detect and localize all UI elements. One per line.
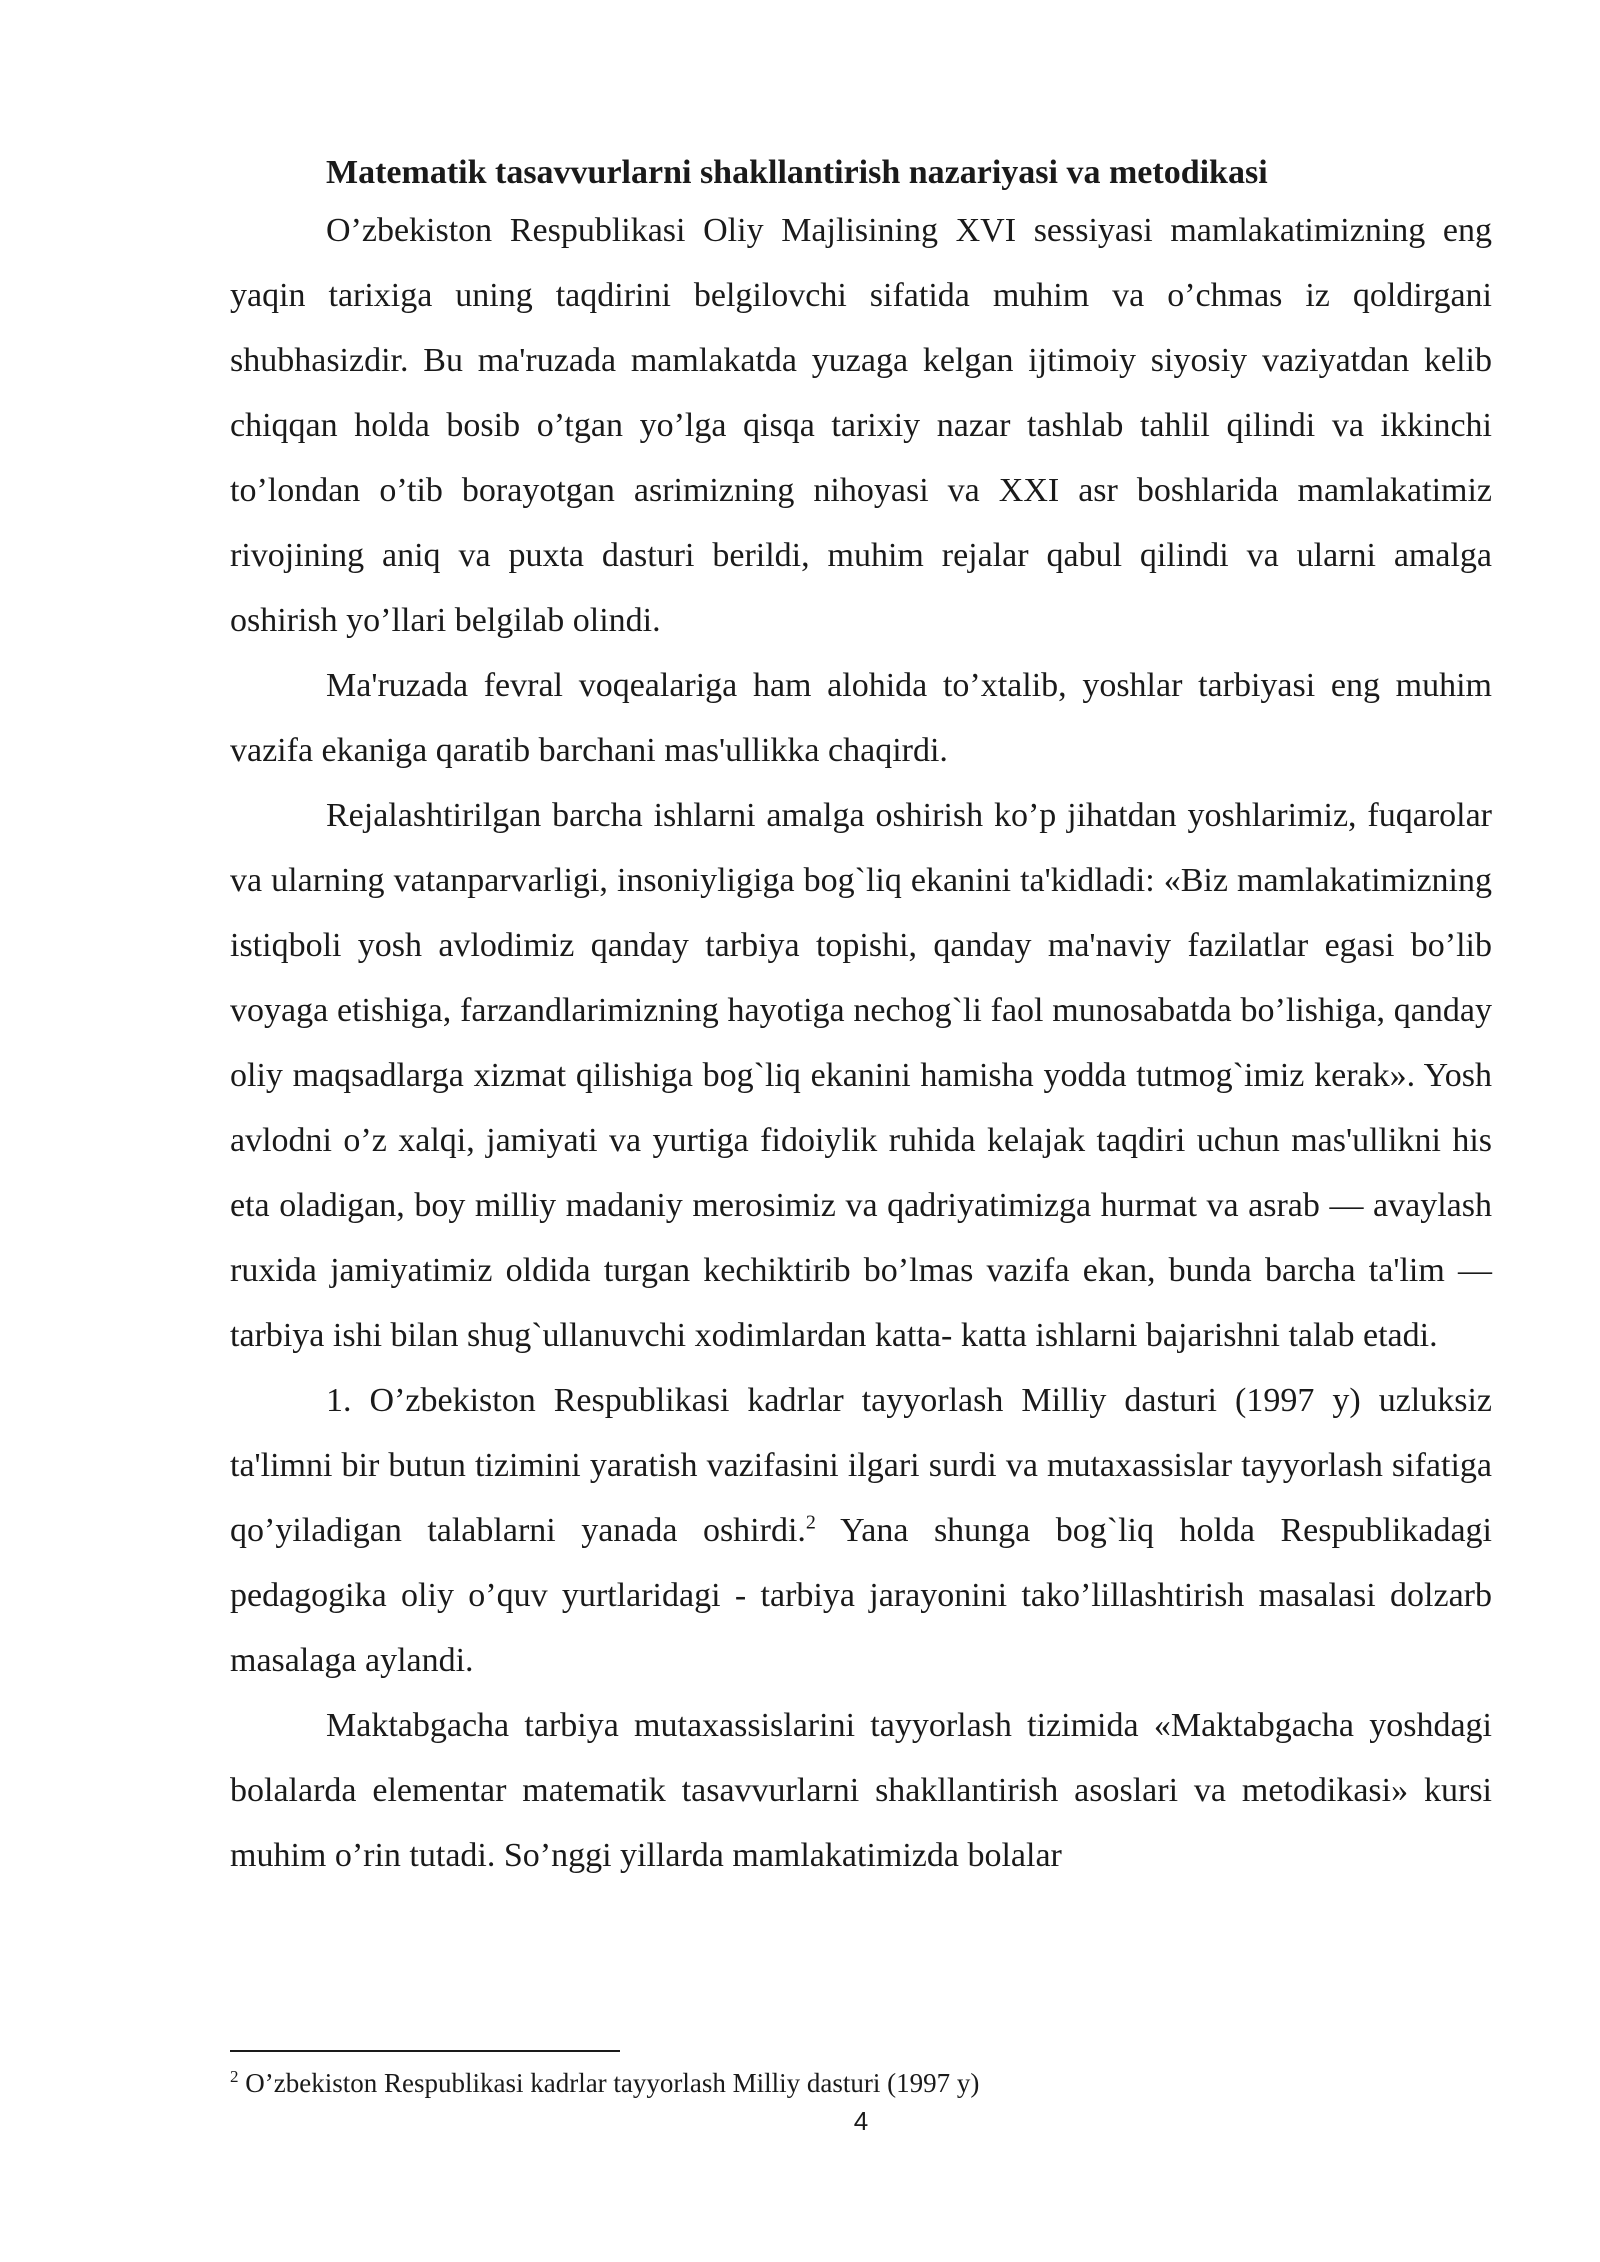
paragraph-4 bbox=[230, 1368, 1492, 1693]
footnote bbox=[230, 2066, 1492, 2100]
paragraph-4-text-end: Yana shunga bog`liq holda Respublikadagi pedagogika oliy o’quv yurtlaridagi - tarbiya jarayonini tako’lillashtirish masalasi dolzarb masalaga aylandi. bbox=[230, 1512, 1492, 1679]
paragraph-1: O’zbekiston Respublikasi Oliy Majlisining XVI sessiyasi mamlakatimizning eng yaqin tarixiga uning taqdirini belgilovchi sifatida muhim va o’chmas iz qoldirgani shubhasizdir. Bu ma'ruzada mamlakatda yuzaga kelgan ijtimoiy siyosiy vaziyatdan kelib chiqqan holda bosib o’tgan yo’lga qisqa tarixiy nazar tashlab tahlil qilindi va ikkinchi to’londan o’tib borayotgan asrimizning nihoyasi va XXI asr boshlarida mamlakatimiz rivojining aniq va puxta dasturi berildi, muhim rejalar qabul qilindi va ularni amalga oshirish yo’llari belgilab olindi. bbox=[230, 212, 1492, 639]
paragraph-5: Maktabgacha tarbiya mutaxassislarini tayyorlash tizimida «Maktabgacha yoshdagi bolalarda elementar matematik tasavvurlarni shakllantirish asoslari va metodikasi» kursi muhim o’rin tutadi. So’nggi yillarda mamlakatimizda bolalar bbox=[230, 1707, 1492, 1874]
footnote-text: O’zbekiston Respublikasi kadrlar tayyorlash Milliy dasturi (1997 y) bbox=[238, 2068, 980, 2098]
paragraph-3: Rejalashtirilgan barcha ishlarni amalga oshirish ko’p jihatdan yoshlarimiz, fuqarolar va ularning vatanparvarligi, insoniyligiga bog`liq ekanini ta'kidladi: «Biz mamlakatimizning istiqboli yosh avlodimiz qanday tarbiya topishi, qanday ma'naviy fazilatlar egasi bo’lib voyaga etishiga, farzandlarimizning hayotiga nechog`li faol munosabatda bo’lishiga, qanday oliy maqsadlarga xizmat qilishiga bog`liq ekanini hamisha yodda tutmog`imiz kerak». Yosh avlodni o’z xalqi, jamiyati va yurtiga fidoiylik ruhida kelajak taqdiri uchun mas'ullikni his eta oladigan, boy milliy madaniy merosimiz va qadriyatimizga hurmat va asrab — avaylash ruxida jamiyatimiz oldida turgan kechiktirib bo’lmas vazifa ekan, bunda barcha ta'lim — tarbiya ishi bilan shug`ullanuvchi xodimlardan katta- katta ishlarni bajarishni talab etadi. bbox=[230, 797, 1492, 1354]
footnote-separator bbox=[230, 2050, 620, 2052]
document-page bbox=[230, 150, 1492, 1888]
paragraph-4-text-start: 1. O’zbekiston Respublikasi kadrlar tayyorlash Milliy dasturi (1997 y) uzluksiz ta'limni bir butun tizimini yaratish vazifasini ilgari surdi va mutaxassislar tayyorlash sifatiga qo’yiladigan talablarni yanada oshirdi. bbox=[230, 1382, 1492, 1549]
footnote-marker: 2 bbox=[230, 2067, 239, 2086]
page-number: 4 bbox=[853, 2106, 869, 2136]
paragraph-2: Ma'ruzada fevral voqealariga ham alohida to’xtalib, yoshlar tarbiyasi eng muhim vazifa ekaniga qaratib barchani mas'ullikka chaqirdi. bbox=[230, 667, 1492, 769]
document-title: Matematik tasavvurlarni shakllantirish nazariyasi va metodikasi bbox=[326, 154, 1268, 191]
footnote-reference[interactable]: 2 bbox=[805, 1511, 816, 1534]
